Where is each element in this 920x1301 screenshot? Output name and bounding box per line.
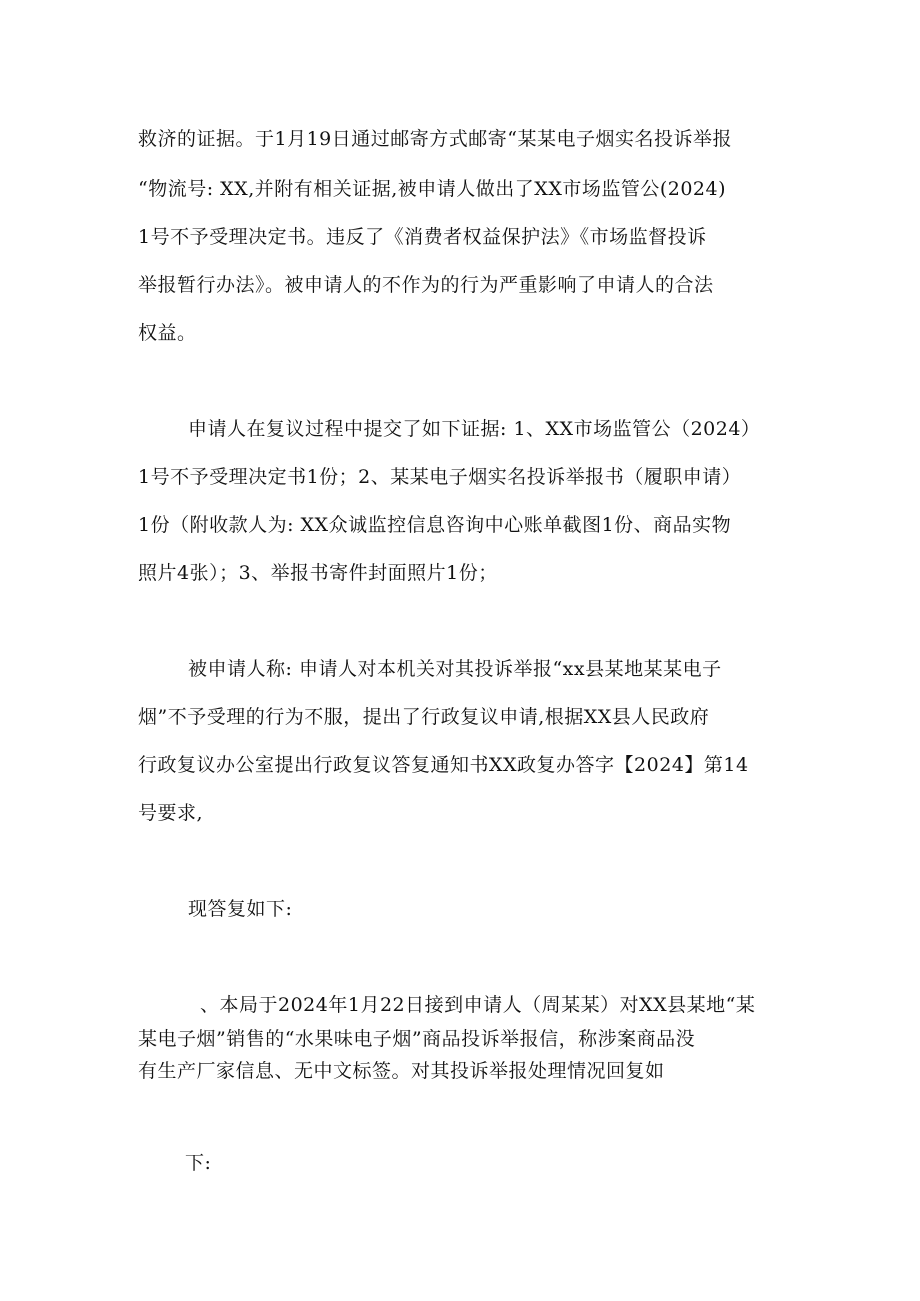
paragraph-1-line-4: 举报暂行办法》。被申请人的不作为的行为严重影响了申请人的合法: [138, 274, 714, 296]
paragraph-2-line-3: 1份（附收款人为: XX众诚监控信息咨询中心账单截图1份、商品实物: [138, 514, 732, 536]
paragraph-1-line-1: 救济的证据。于1月19日通过邮寄方式邮寄“某某电子烟实名投诉举报: [138, 128, 732, 150]
paragraph-5-line-3: 有生产厂家信息、无中文标签。对其投诉举报处理情况回复如: [138, 1060, 665, 1082]
paragraph-3-line-2: 烟”不予受理的行为不服，提出了行政复议申请,根据XX县人民政府: [138, 706, 710, 728]
paragraph-1-line-5: 权益。: [138, 322, 197, 344]
paragraph-1-line-2: “物流号: XX,并附有相关证据,被申请人做出了XX市场监管公(2024): [138, 178, 727, 200]
paragraph-3-line-1: 被申请人称: 申请人对本机关对其投诉举报“xx县某地某某电子: [188, 658, 722, 680]
paragraph-5-line-1: 、本局于2024年1月22日接到申请人（周某某）对XX县某地“某: [200, 994, 756, 1016]
paragraph-6: 下:: [185, 1152, 212, 1174]
paragraph-3-line-4: 号要求,: [138, 802, 204, 824]
paragraph-2-line-2: 1号不予受理决定书1份；2、某某电子烟实名投诉举报书（履职申请）: [138, 466, 742, 488]
paragraph-3-line-3: 行政复议办公室提出行政复议答复通知书XX政复办答字【2024】第14: [138, 754, 749, 776]
paragraph-2-line-1: 申请人在复议过程中提交了如下证据: 1、XX市场监管公（2024）: [188, 418, 761, 440]
paragraph-4: 现答复如下:: [188, 898, 293, 920]
paragraph-2-line-4: 照片4张）；3、举报书寄件封面照片1份；: [138, 562, 498, 584]
paragraph-5-line-2: 某电子烟”销售的“水果味电子烟”商品投诉举报信，称涉案商品没: [138, 1028, 696, 1050]
paragraph-1-line-3: 1号不予受理决定书。违反了《消费者权益保护法》《市场监督投诉: [138, 226, 707, 248]
